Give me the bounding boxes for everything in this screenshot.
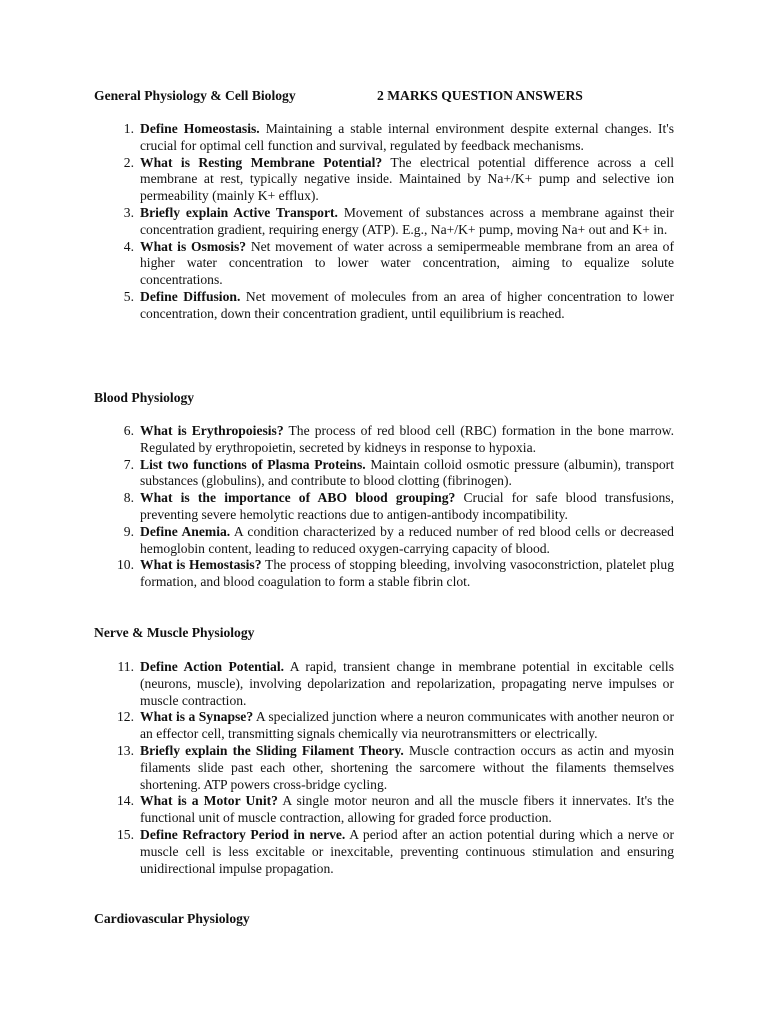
question: List two functions of Plasma Proteins. [140,456,366,472]
question: Define Anemia. [140,523,231,539]
answer: Crucial for safe blood transfusions, preventing severe hemolytic reactions due to antigen-antibody incompatibility. [140,490,674,522]
answer: Maintaining a stable internal environment despite external changes. It's crucial for optimal cell function and survival, regulated by feedback mechanisms. [140,121,674,153]
section-title-blood: Blood Physiology [94,390,195,405]
list-item: 11. Define Action Potential. A rapid, transient change in membrane potential in excitable cells (neurons, muscle), involving depolarization and repolarization, propagating nerve impulses or muscle contraction. [117,659,674,708]
list-item: 15. Define Refractory Period in nerve. A period after an action potential during which a nerve or muscle cell is less excitable or inexcitable, preventing continuous stimulation and ensuring unidirectional impulse propagation. [117,826,675,876]
list-item: 7. List two functions of Plasma Proteins. Maintain colloid osmotic pressure (albumin), transport substances (globulins), and contribute to blood clotting (fibrinogen). [123,456,674,489]
section-title-nerve-muscle: Nerve & Muscle Physiology [94,625,255,640]
list-item: 9. Define Anemia. A condition characterized by a reduced number of red blood cells or decreased hemoglobin content, leading to reduced oxygen-carrying capacity of blood. [123,523,674,556]
section-title-cardiovascular: Cardiovascular Physiology [94,911,250,926]
list-item: 6. What is Erythropoiesis? The process of red blood cell (RBC) formation in the bone marrow. Regulated by erythropoietin, secreted by kidneys in response to hypoxia. [123,423,675,455]
answer: Maintain colloid osmotic pressure (albumin), transport substances (globulins), and contribute to blood clotting (fibrinogen). [140,456,674,489]
list-item: 13. Briefly explain the Sliding Filament Theory. Muscle contraction occurs as actin and myosin filaments slide past each other, shortening the sarcomere without the filaments themselves shortening. ATP powers cross-bridge cycling. [117,742,674,792]
list-item: 3. Briefly explain Active Transport. Movement of substances across a membrane against their concentration gradient, requiring energy (ATP). E.g., Na+/K+ pump, moving Na+ out and K+ in. [123,204,675,237]
question: What is a Motor Unit? [140,793,278,809]
question: What is Osmosis? [140,238,247,254]
list-item: 2. What is Resting Membrane Potential? The electrical potential difference across a cell membrane at rest, typically negative inside. Maintained by Na+/K+ pump and selective ion permeability (mainly K+ efflux). [123,154,675,204]
question: Define Diffusion. [140,288,241,304]
answer: The electrical potential difference across a cell membrane at rest, typically negative inside. Maintained by Na+/K+ pump and selective ion permeability (mainly K+ efflux). [140,154,675,204]
question: Define Homeostasis. [140,121,260,136]
question: What is Resting Membrane Potential? [140,154,383,170]
answer: A specialized junction where a neuron communicates with another neuron or an effector cell, transmitting signals chemically via neurotransmitters or electrically. [140,709,674,742]
answer: Muscle contraction occurs as actin and myosin filaments slide past each other, shortening the sarcomere without the filaments themselves shortening. ATP powers cross-bridge cycling. [140,742,674,792]
list-item: 1. Define Homeostasis. Maintaining a stable internal environment despite external changes. It's crucial for optimal cell function and survival, regulated by feedback mechanisms. [123,121,674,153]
question: What is Erythropoiesis? [140,423,284,438]
answer: A rapid, transient change in membrane potential in excitable cells (neurons, muscle), involving depolarization and repolarization, propagating nerve impulses or muscle contraction. [140,659,674,708]
header-title: 2 MARKS QUESTION ANSWERS [377,88,583,103]
answer: A single motor neuron and all the muscle fibers it innervates. It's the functional unit of muscle contraction, allowing for graded force production. [140,793,675,826]
question-list-blood [94,423,674,591]
question-list-general [94,121,674,323]
answer: Net movement of water across a semipermeable membrane from an area of higher water concentration to lower water concentration, aiming to equalize solute concentrations. [140,238,675,288]
list-item: 5. Define Diffusion. Net movement of molecules from an area of higher concentration to lower concentration, down their concentration gradient, until equilibrium is reached. [123,288,674,321]
list-item: 10. What is Hemostasis? The process of stopping bleeding, involving vasoconstriction, platelet plug formation, and blood coagulation to form a stable fibrin clot. [117,557,674,590]
question: What is a Synapse? [140,709,254,725]
answer: A period after an action potential during which a nerve or muscle cell is less excitable or inexcitable, preventing continuous stimulation and ensuring unidirectional impulse propagation. [140,826,675,876]
question: What is the importance of ABO blood grouping? [140,490,456,506]
question: Briefly explain Active Transport. [140,204,338,220]
list-item: 14. What is a Motor Unit? A single motor neuron and all the muscle fibers it innervates. It's the functional unit of muscle contraction, allowing for graded force production. [117,793,675,826]
header-subject: General Physiology & Cell Biology [94,88,296,103]
question: Define Refractory Period in nerve. [140,826,346,842]
answer: Movement of substances across a membrane against their concentration gradient, requiring energy (ATP). E.g., Na+/K+ pump, moving Na+ out and K+ in. [140,204,675,237]
question: Define Action Potential. [140,659,285,674]
question: What is Hemostasis? [140,557,262,573]
question: Briefly explain the Sliding Filament Theory. [140,742,404,758]
list-item: 4. What is Osmosis? Net movement of water across a semipermeable membrane from an area of higher water concentration to lower water concentration, aiming to equalize solute concentrations. [123,238,675,288]
list-item: 8. What is the importance of ABO blood grouping? Crucial for safe blood transfusions, preventing severe hemolytic reactions due to antigen-antibody incompatibility. [123,490,674,522]
answer: The process of stopping bleeding, involving vasoconstriction, platelet plug formation, and blood coagulation to form a stable fibrin clot. [140,557,674,590]
question-list-nerve-muscle [94,659,674,877]
answer: Net movement of molecules from an area of higher concentration to lower concentration, down their concentration gradient, until equilibrium is reached. [140,288,674,321]
answer: The process of red blood cell (RBC) formation in the bone marrow. Regulated by erythropoietin, secreted by kidneys in response to hypoxia. [140,423,675,455]
answer: A condition characterized by a reduced number of red blood cells or decreased hemoglobin content, leading to reduced oxygen-carrying capacity of blood. [140,523,674,556]
list-item: 12. What is a Synapse? A specialized junction where a neuron communicates with another neuron or an effector cell, transmitting signals chemically via neurotransmitters or electrically. [117,709,674,742]
